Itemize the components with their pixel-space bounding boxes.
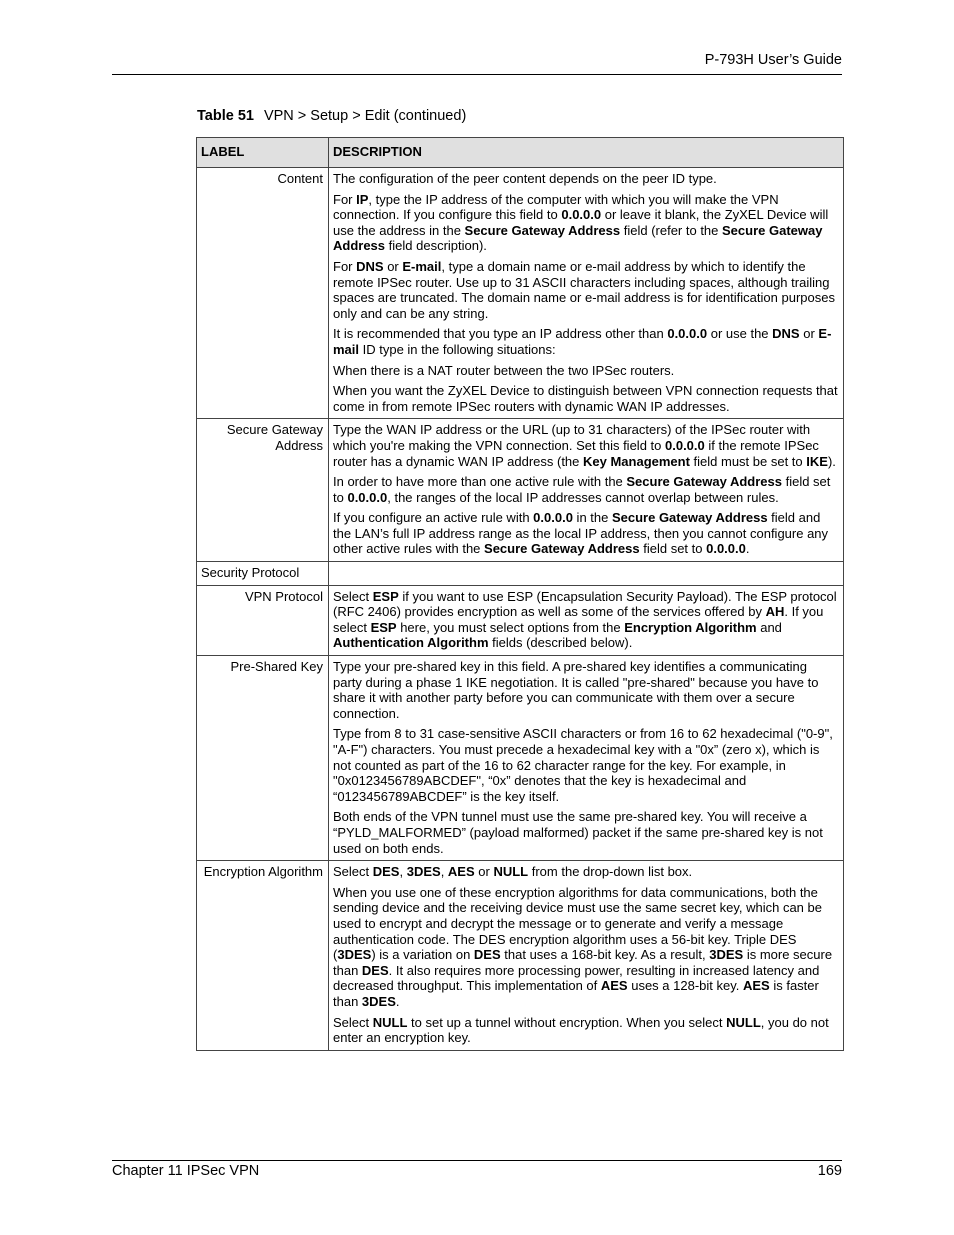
description-table (196, 137, 844, 1051)
table-header-row (197, 138, 844, 168)
table-row (197, 656, 844, 861)
row-label: Content (197, 168, 329, 419)
row-label: Encryption Algorithm (197, 861, 329, 1051)
description-paragraph: For DNS or E-mail, type a domain name or e-mail address by which to identify the remote IPSec router. Use up to 31 ASCII characters including spaces, although trailing spaces are truncated. The domain name or e-mail address is for identification purposes only and can be any string. (333, 258, 835, 321)
table-row (197, 562, 844, 586)
description-paragraph: It is recommended that you type an IP address other than 0.0.0.0 or use the DNS or E-mail ID type in the following situations: (333, 326, 832, 357)
footer-page-number: 169 (817, 1163, 842, 1179)
table-caption-number: Table 51 (197, 108, 254, 124)
description-paragraph: Type from 8 to 31 case-sensitive ASCII characters or from 16 to 62 hexadecimal ("0-9", "A-F") characters. You must precede a hexadecimal key with a "0x” (zero x), which is not counted as part of the 16 to 62 character range for the key. For example, in "0x0123456789ABCDEF", “0x” denotes that the key is hexadecimal and “0123456789ABCDEF” is the key itself. (333, 726, 833, 804)
description-paragraph: Type your pre-shared key in this field. A pre-shared key identifies a communicating party during a phase 1 IKE negotiation. It is called "pre-shared" because you have to share it with another party before you can communicate with them over a secure connection. (333, 659, 819, 721)
row-label: Secure Gateway Address (197, 419, 329, 562)
description-paragraph: When you use one of these encryption algorithms for data communications, both the sending device and the receiving device must use the same secret key, which can be used to encrypt and decrypt the message or to generate and verify a message authentication code. The DES encryption algorithm uses a 56-bit key. Triple DES (3DES) is a variation on DES that uses a 168-bit key. As a result, 3DES is more secure than DES. It also requires more processing power, resulting in increased latency and decreased throughput. This implementation of AES uses a 128-bit key. AES is faster than 3DES. (333, 884, 833, 1009)
table-row (197, 585, 844, 655)
footer-rule (112, 1160, 842, 1161)
running-header: P-793H User’s Guide (704, 52, 842, 68)
description-paragraph: When there is a NAT router between the two IPSec routers. (333, 362, 675, 378)
row-description (329, 585, 844, 655)
description-paragraph: For IP, type the IP address of the computer with which you will make the VPN connection. If you configure this field to 0.0.0.0 or leave it blank, the ZyXEL Device will use the address in the Secure Gateway Address field (refer to the Secure Gateway Address field description). (333, 191, 829, 254)
header-rule (112, 74, 842, 75)
description-paragraph: In order to have more than one active rule with the Secure Gateway Address field set to 0.0.0.0, the ranges of the local IP addresses cannot overlap between rules. (333, 474, 831, 505)
description-paragraph: Both ends of the VPN tunnel must use the same pre-shared key. You will receive a “PYLD_MALFORMED” (payload malformed) packet if the same pre-shared key is not used on both ends. (333, 809, 823, 856)
table-row (197, 861, 844, 1051)
row-description (329, 168, 844, 419)
description-paragraph: The configuration of the peer content depends on the peer ID type. (333, 171, 717, 186)
description-paragraph: When you want the ZyXEL Device to distinguish between VPN connection requests that come in from remote IPSec routers with dynamic WAN IP addresses. (333, 383, 838, 414)
description-paragraph: Select ESP if you want to use ESP (Encapsulation Security Payload). The ESP protocol (RFC 2406) provides encryption as well as some of the services offered by AH. If you select ESP here, you must select options from the Encryption Algorithm and Authentication Algorithm fields (described below). (333, 588, 837, 651)
table-row (197, 419, 844, 562)
row-description (329, 861, 844, 1051)
table-caption (197, 108, 466, 124)
column-header-description: DESCRIPTION (329, 138, 844, 168)
description-paragraph: Select DES, 3DES, AES or NULL from the drop-down list box. (333, 864, 693, 880)
table-row (197, 168, 844, 419)
row-label: VPN Protocol (197, 585, 329, 655)
column-header-label: LABEL (197, 138, 329, 168)
description-paragraph: Type the WAN IP address or the URL (up to 31 characters) of the IPSec router with which you're making the VPN connection. Set this field to 0.0.0.0 if the remote IPSec router has a dynamic WAN IP address (the Key Management field must be set to IKE). (333, 422, 836, 469)
table-caption-text: VPN > Setup > Edit (continued) (263, 108, 467, 124)
description-paragraph: Select NULL to set up a tunnel without encryption. When you select NULL, you do not enter an encryption key. (333, 1014, 829, 1046)
row-label: Security Protocol (197, 562, 329, 586)
footer-chapter: Chapter 11 IPSec VPN (112, 1163, 260, 1179)
row-description (329, 562, 844, 586)
table-body (197, 168, 844, 1051)
row-label: Pre-Shared Key (197, 656, 329, 861)
row-description (329, 419, 844, 562)
description-paragraph: If you configure an active rule with 0.0.0.0 in the Secure Gateway Address field and the LAN’s full IP address range as the local IP address, then you cannot configure any other active rules with the Secure Gateway Address field set to 0.0.0.0. (333, 510, 829, 557)
row-description (329, 656, 844, 861)
